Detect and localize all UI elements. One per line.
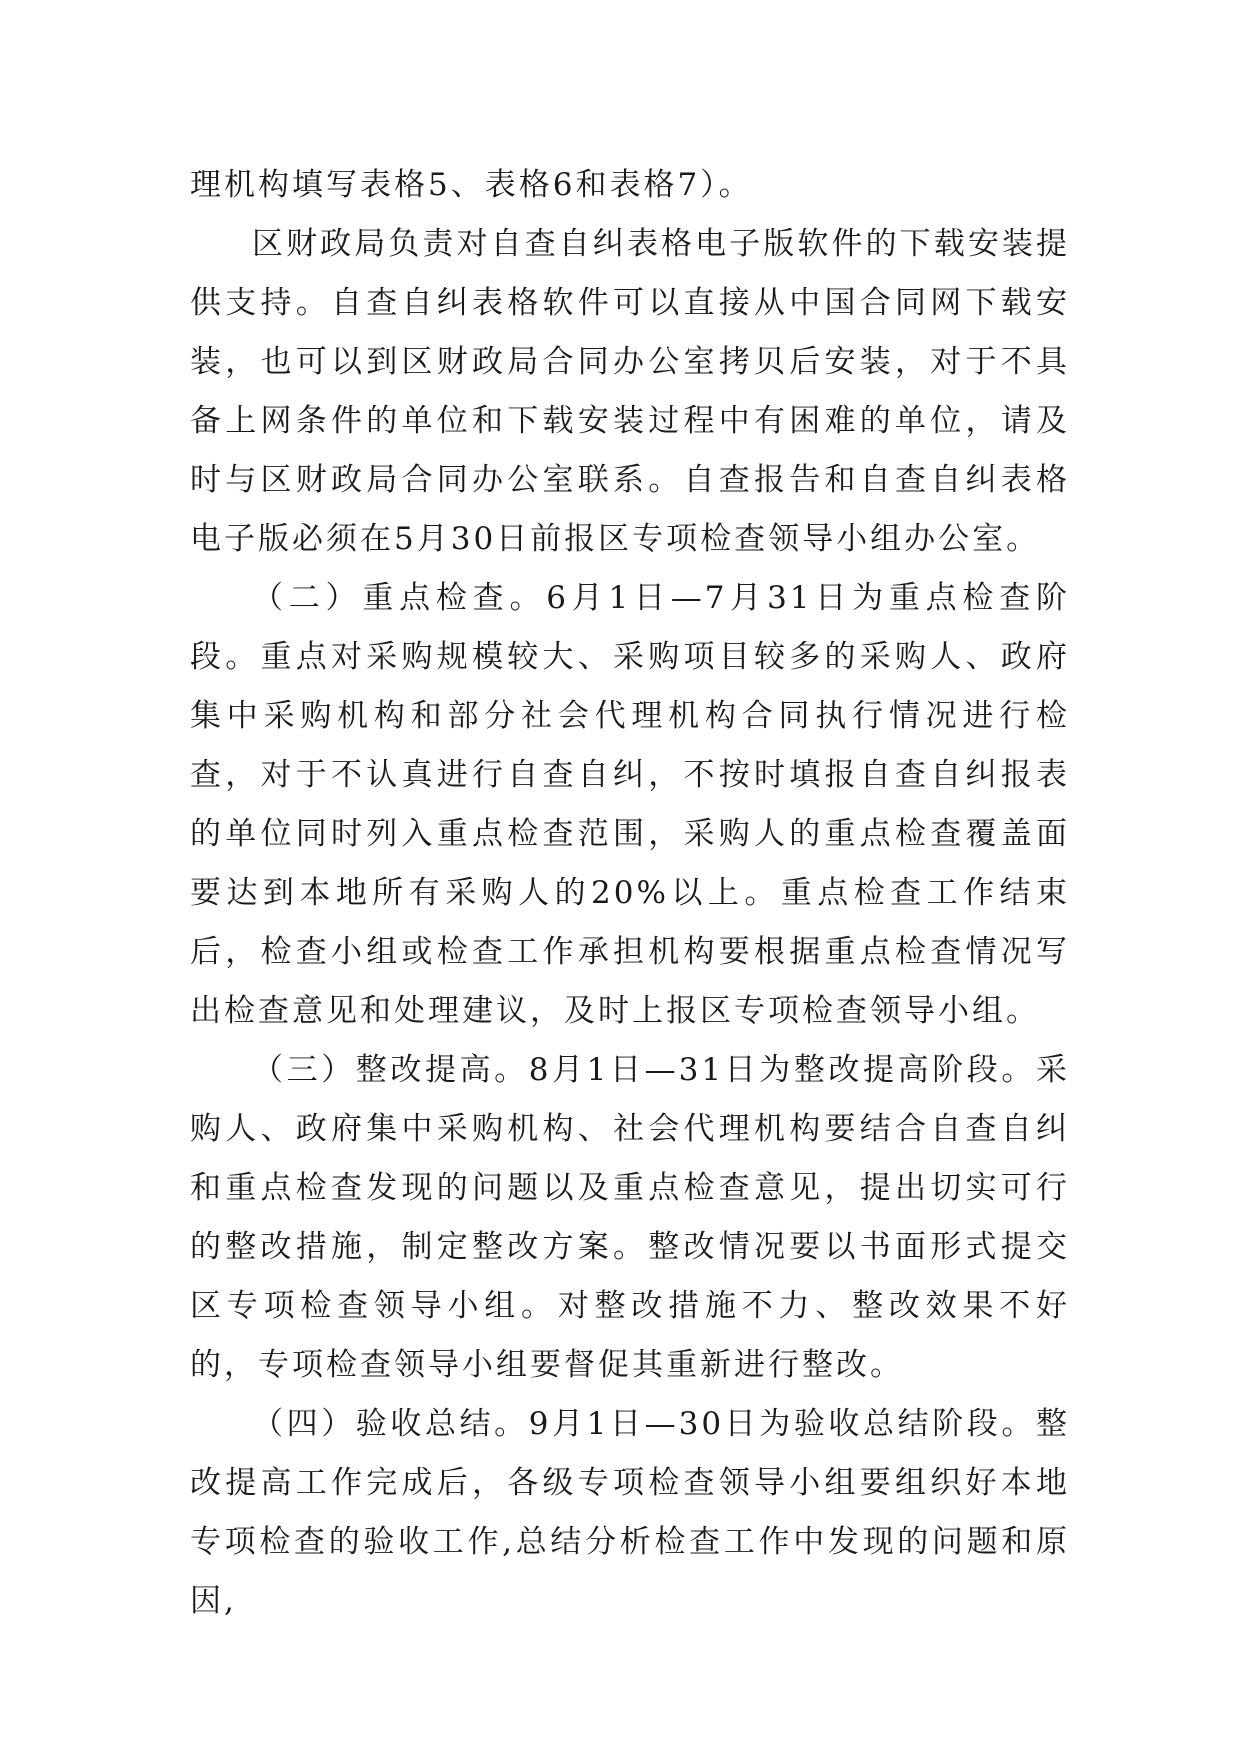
paragraph-key-inspection: （二）重点检查。6月1日—7月31日为重点检查阶段。重点对采购规模较大、采购项目较多的采购人、政府集中采购机构和部分社会代理机构合同执行情况进行检查，对于不认真进行自查自纠，不按时填报自查自纠报表的单位同时列入重点检查范围，采购人的重点检查覆盖面要达到本地所有采购人的20%以上。重点检查工作结束后，检查小组或检查工作承担机构要根据重点检查情况写出检查意见和处理建议，及时上报区专项检查领导小组。 (190, 580, 1070, 1029)
paragraph-rectification: （三）整改提高。8月1日—31日为整改提高阶段。采购人、政府集中采购机构、社会代理机构要结合自查自纠和重点检查发现的问题以及重点检查意见，提出切实可行的整改措施，制定整改方案。整改情况要以书面形式提交区专项检查领导小组。对整改措施不力、整改效果不好的，专项检查领导小组要督促其重新进行整改。 (190, 1052, 1070, 1383)
paragraph-continuation: 理机构填写表格5、表格6和表格7）。 (190, 167, 753, 203)
paragraph-software-support: 区财政局负责对自查自纠表格电子版软件的下载安装提供支持。自查自纠表格软件可以直接从中国合同网下载安装，也可以到区财政局合同办公室拷贝后安装，对于不具备上网条件的单位和下载安装过程中有困难的单位，请及时与区财政局合同办公室联系。自查报告和自查自纠表格电子版必须在5月30日前报区专项检查领导小组办公室。 (190, 226, 1070, 557)
paragraph-acceptance-summary: （四）验收总结。9月1日—30日为验收总结阶段。整改提高工作完成后，各级专项检查领导小组要组织好本地专项检查的验收工作,总结分析检查工作中发现的问题和原因, (190, 1406, 1070, 1619)
document-body (190, 156, 1070, 1631)
